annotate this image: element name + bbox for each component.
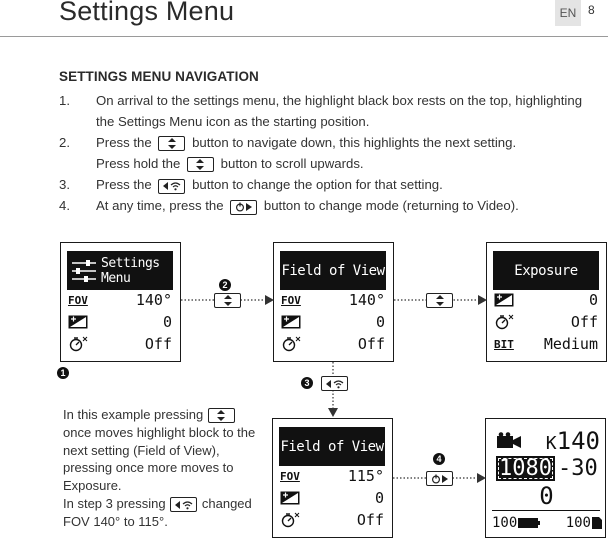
step-text-part: button to scroll upwards. [220, 156, 364, 171]
step-marker-1: 1 [57, 367, 69, 379]
bitrate-value: Medium [543, 335, 598, 353]
up-down-button-icon [187, 157, 214, 172]
fov-label: FOV [281, 293, 301, 307]
step-text-part: button to navigate down, this highlights the next setting. [192, 135, 517, 150]
section-heading: SETTINGS MENU NAVIGATION [59, 69, 259, 84]
up-down-button-icon [426, 293, 453, 308]
step-3 [59, 174, 599, 195]
wifi-left-button-icon [321, 376, 348, 391]
setting-row-fov [68, 290, 172, 310]
step-text [96, 195, 599, 216]
setting-row-exposure [68, 312, 172, 332]
step-1 [59, 90, 599, 132]
exposure-icon [494, 293, 514, 307]
step-text [96, 132, 599, 174]
step-number: 2. [59, 135, 70, 150]
battery-icon [518, 518, 540, 528]
step-text-part: button to change mode (returning to Video). [263, 198, 519, 213]
status-divider [492, 510, 600, 511]
step-text-part: At any time, press the [96, 198, 224, 213]
fov-value: 115° [347, 467, 384, 485]
power-play-button-icon [426, 471, 453, 486]
note-paragraph-2 [63, 495, 263, 531]
exposure-icon [280, 491, 300, 505]
fov-value: 140° [348, 291, 385, 309]
highlight-box: Field of View [279, 427, 385, 466]
note-text: changed FOV 140° to 115°. [63, 495, 252, 529]
resolution-row [496, 455, 600, 481]
setting-row-bitrate [494, 334, 598, 354]
power-play-button-icon [230, 200, 257, 215]
setting-row-exposure [280, 488, 384, 508]
step-marker-4: 4 [433, 453, 445, 465]
screen-field-of-view-changed [272, 418, 393, 538]
screen-field-of-view [273, 242, 394, 362]
language-badge: EN [555, 0, 581, 26]
timer-value: Off [570, 313, 598, 331]
fov-label: FOV [280, 469, 300, 483]
settings-sliders-icon [71, 259, 97, 283]
timer-value: Off [356, 511, 384, 529]
screen-settings-menu [60, 242, 181, 362]
framerate-value: -30 [557, 455, 598, 481]
step-text [96, 174, 599, 195]
setting-row-fov [281, 290, 385, 310]
highlight-box: Field of View [280, 251, 386, 290]
step-marker-3: 3 [301, 377, 313, 389]
screen-video-mode [485, 418, 606, 538]
wifi-left-button-icon [158, 179, 185, 194]
fov-number: 140 [556, 427, 600, 455]
setting-row-exposure [494, 290, 598, 310]
up-down-button-icon [208, 408, 235, 423]
page-title: Settings Menu [59, 0, 235, 26]
resolution-value: 1080 [496, 456, 555, 481]
screen-title-line: Settings [101, 255, 160, 271]
battery-status [492, 515, 540, 531]
steps-list [59, 90, 599, 216]
fov-value: 140° [135, 291, 172, 309]
setting-row-fov [280, 466, 384, 486]
step-text: On arrival to the settings menu, the highlight black box rests on the top, highlighting the Settings Menu icon as the starting position. [96, 93, 583, 129]
step-number: 3. [59, 177, 70, 192]
battery-value: 100 [492, 515, 518, 531]
note-text: In step 3 pressing [63, 495, 166, 511]
exposure-value: 0 [375, 313, 385, 331]
self-timer-icon [280, 512, 300, 528]
step-number: 4. [59, 198, 70, 213]
step-text-part: Press hold the [96, 156, 181, 171]
step-text-part: button to change the option for that setting. [192, 177, 443, 192]
page-number: 8 [588, 3, 595, 17]
setting-row-exposure [281, 312, 385, 332]
status-bar [492, 514, 602, 532]
exposure-icon [68, 315, 88, 329]
screen-exposure [486, 242, 607, 362]
self-timer-icon [68, 336, 88, 352]
bitrate-label: BIT [494, 337, 514, 351]
step-marker-2: 2 [219, 279, 231, 291]
screen-title-line: Menu [101, 270, 131, 286]
header-divider [0, 36, 608, 37]
video-status-row [496, 428, 600, 454]
exposure-value: 0 [162, 313, 172, 331]
step-text-part: Press the [96, 135, 152, 150]
step-4 [59, 195, 599, 216]
self-timer-icon [494, 314, 514, 330]
timer-prefix: K [545, 433, 557, 454]
framerate-number: 30 [571, 455, 598, 481]
up-down-button-icon [214, 293, 241, 308]
setting-row-timer [494, 312, 598, 332]
note-text: In this example pressing [63, 407, 204, 422]
exposure-icon [281, 315, 301, 329]
self-timer-icon [281, 336, 301, 352]
setting-row-timer [280, 510, 384, 530]
timer-value: Off [357, 335, 385, 353]
fov-readout [546, 427, 600, 455]
exposure-value: 0 [374, 489, 384, 507]
exposure-value: 0 [539, 482, 554, 510]
timer-value: Off [144, 335, 172, 353]
setting-row-timer [281, 334, 385, 354]
wifi-left-button-icon [170, 497, 197, 512]
setting-row-timer [68, 334, 172, 354]
highlight-box [67, 251, 173, 290]
exposure-value: 0 [588, 291, 598, 309]
video-camera-icon [496, 432, 522, 450]
step-number: 1. [59, 93, 70, 108]
storage-value: 100 [565, 515, 591, 531]
example-note [63, 406, 263, 531]
step-text-part: Press the [96, 177, 152, 192]
storage-status [566, 515, 602, 531]
sd-card-icon [592, 517, 602, 529]
note-paragraph-1 [63, 406, 263, 495]
up-down-button-icon [158, 136, 185, 151]
step-2 [59, 132, 599, 174]
note-text: once moves highlight block to the next setting (Field of View), pressing once more moves to Exposure. [63, 424, 256, 494]
highlight-box: Exposure [493, 251, 599, 290]
fov-label: FOV [68, 293, 88, 307]
